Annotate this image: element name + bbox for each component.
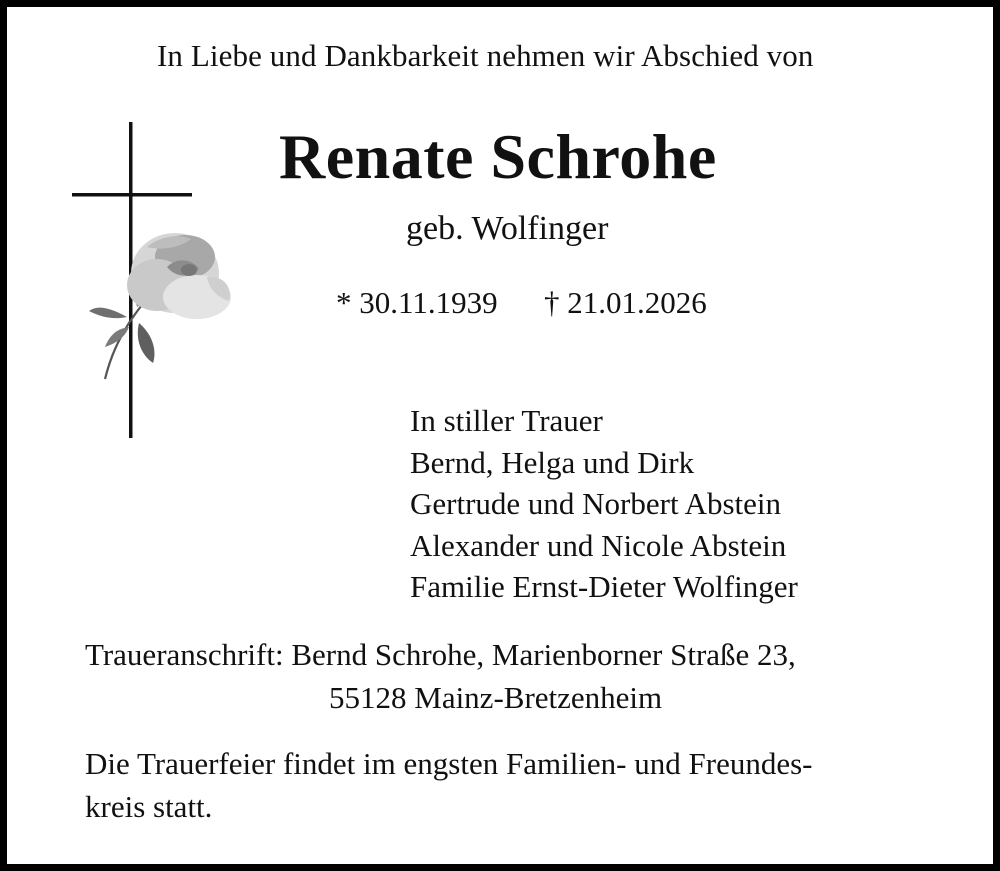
rose-icon — [89, 233, 231, 379]
mourning-address-line1: Traueranschrift: Bernd Schrohe, Marienborner Straße 23, — [85, 637, 796, 672]
ceremony-text-line1: Die Trauerfeier findet im engsten Familien- und Freundes- — [85, 746, 813, 781]
maiden-name: geb. Wolfinger — [406, 210, 609, 247]
mourners-list — [410, 400, 798, 608]
intro-text: In Liebe und Dankbarkeit nehmen wir Abschied von — [157, 38, 814, 73]
mourner-line: Familie Ernst-Dieter Wolfinger — [410, 569, 798, 604]
mourner-line: Gertrude und Norbert Abstein — [410, 486, 782, 521]
mourning-address-line2: 55128 Mainz-Bretzenheim — [329, 680, 663, 715]
mourner-line: Bernd, Helga und Dirk — [410, 444, 695, 480]
mourner-line: In stiller Trauer — [410, 403, 603, 438]
birth-date: * 30.11.1939 — [336, 285, 498, 320]
mourner-line: Alexander und Nicole Abstein — [410, 527, 787, 563]
death-date: † 21.01.2026 — [544, 285, 707, 320]
cross-icon — [67, 117, 247, 447]
ceremony-text-line2: kreis statt. — [85, 789, 213, 824]
deceased-name: Renate Schrohe — [279, 121, 717, 192]
cross-rose-emblem — [67, 117, 247, 447]
